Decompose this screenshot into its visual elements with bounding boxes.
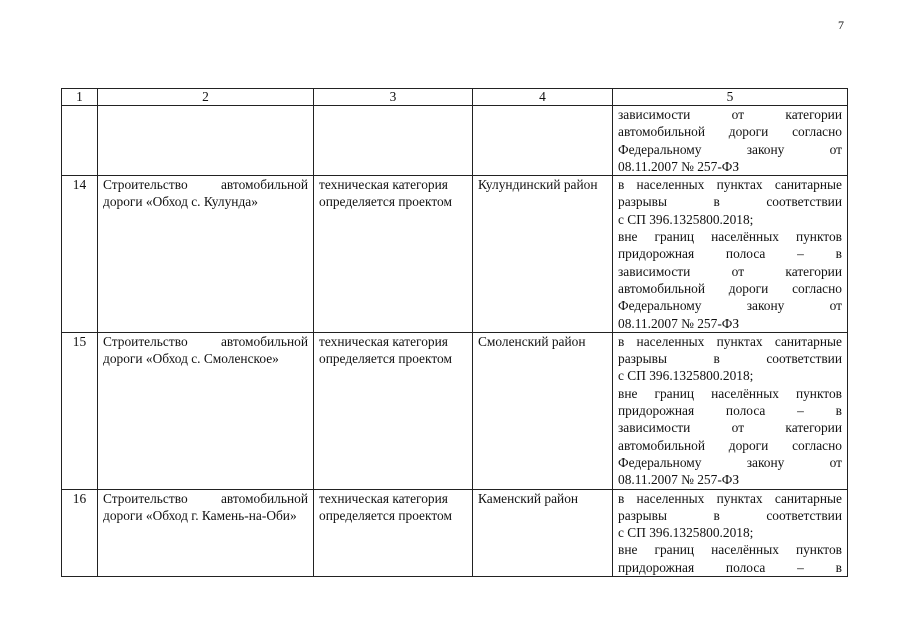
zone-description	[613, 489, 848, 576]
table-row	[62, 176, 848, 333]
zone-line: вне границ населённых пунктов	[618, 385, 842, 401]
continuation-category	[314, 106, 473, 176]
zone-line: автомобильной дороги согласно	[618, 124, 842, 140]
zone-line: Федеральному закону от	[618, 298, 842, 314]
continuation-object	[98, 106, 314, 176]
row-number: 16	[62, 489, 98, 576]
zone-line: в населенных пунктах санитарные	[618, 333, 842, 349]
technical-category: техническая категория определяется проектом	[314, 489, 473, 576]
zone-line: автомобильной дороги согласно	[618, 280, 842, 296]
continuation-num	[62, 106, 98, 176]
object-name: Строительство автомобильной дороги «Обход с. Смоленское»	[98, 332, 314, 489]
zone-line: придорожная полоса – в	[618, 246, 842, 262]
zone-line: 08.11.2007 № 257-ФЗ	[618, 158, 740, 174]
header-cell-5: 5	[613, 89, 848, 106]
zone-line: 08.11.2007 № 257-ФЗ	[618, 472, 740, 488]
header-cell-1: 1	[62, 89, 98, 106]
continuation-district	[473, 106, 613, 176]
zone-line: зависимости от категории	[618, 420, 842, 436]
object-name: Строительство автомобильной дороги «Обход г. Камень-на-Оби»	[98, 489, 314, 576]
zone-line: Федеральному закону от	[618, 141, 842, 157]
zone-line: с СП 396.1325800.2018;	[618, 211, 754, 227]
district-name: Смоленский район	[473, 332, 613, 489]
header-row	[62, 89, 848, 106]
zone-description	[613, 176, 848, 333]
zone-line: автомобильной дороги согласно	[618, 437, 842, 453]
zone-line: разрывы в соответствии	[618, 507, 842, 523]
table-row	[62, 332, 848, 489]
zone-line: вне границ населённых пунктов	[618, 542, 842, 558]
header-cell-3: 3	[314, 89, 473, 106]
zone-line: зависимости от категории	[618, 263, 842, 279]
page-number: 7	[838, 18, 844, 32]
district-name: Кулундинский район	[473, 176, 613, 333]
row-number: 15	[62, 332, 98, 489]
technical-category: техническая категория определяется проектом	[314, 176, 473, 333]
zone-line: с СП 396.1325800.2018;	[618, 525, 754, 541]
zone-line: в населенных пунктах санитарные	[618, 490, 842, 506]
zone-line: разрывы в соответствии	[618, 351, 842, 367]
continuation-row	[62, 106, 848, 176]
technical-category: техническая категория определяется проектом	[314, 332, 473, 489]
header-cell-4: 4	[473, 89, 613, 106]
zone-line: придорожная полоса – в	[618, 559, 842, 575]
zone-line: вне границ населённых пунктов	[618, 229, 842, 245]
zone-line: 08.11.2007 № 257-ФЗ	[618, 315, 740, 331]
zone-description	[613, 332, 848, 489]
zone-line: придорожная полоса – в	[618, 403, 842, 419]
district-name: Каменский район	[473, 489, 613, 576]
header-cell-2: 2	[98, 89, 314, 106]
zone-line: с СП 396.1325800.2018;	[618, 368, 754, 384]
document-table	[61, 88, 848, 577]
zone-line: разрывы в соответствии	[618, 194, 842, 210]
continuation-zone	[613, 106, 848, 176]
table-row	[62, 489, 848, 576]
object-name: Строительство автомобильной дороги «Обход с. Кулунда»	[98, 176, 314, 333]
zone-line: зависимости от категории	[618, 107, 842, 122]
zone-line: Федеральному закону от	[618, 454, 842, 470]
row-number: 14	[62, 176, 98, 333]
zone-line: в населенных пунктах санитарные	[618, 177, 842, 193]
